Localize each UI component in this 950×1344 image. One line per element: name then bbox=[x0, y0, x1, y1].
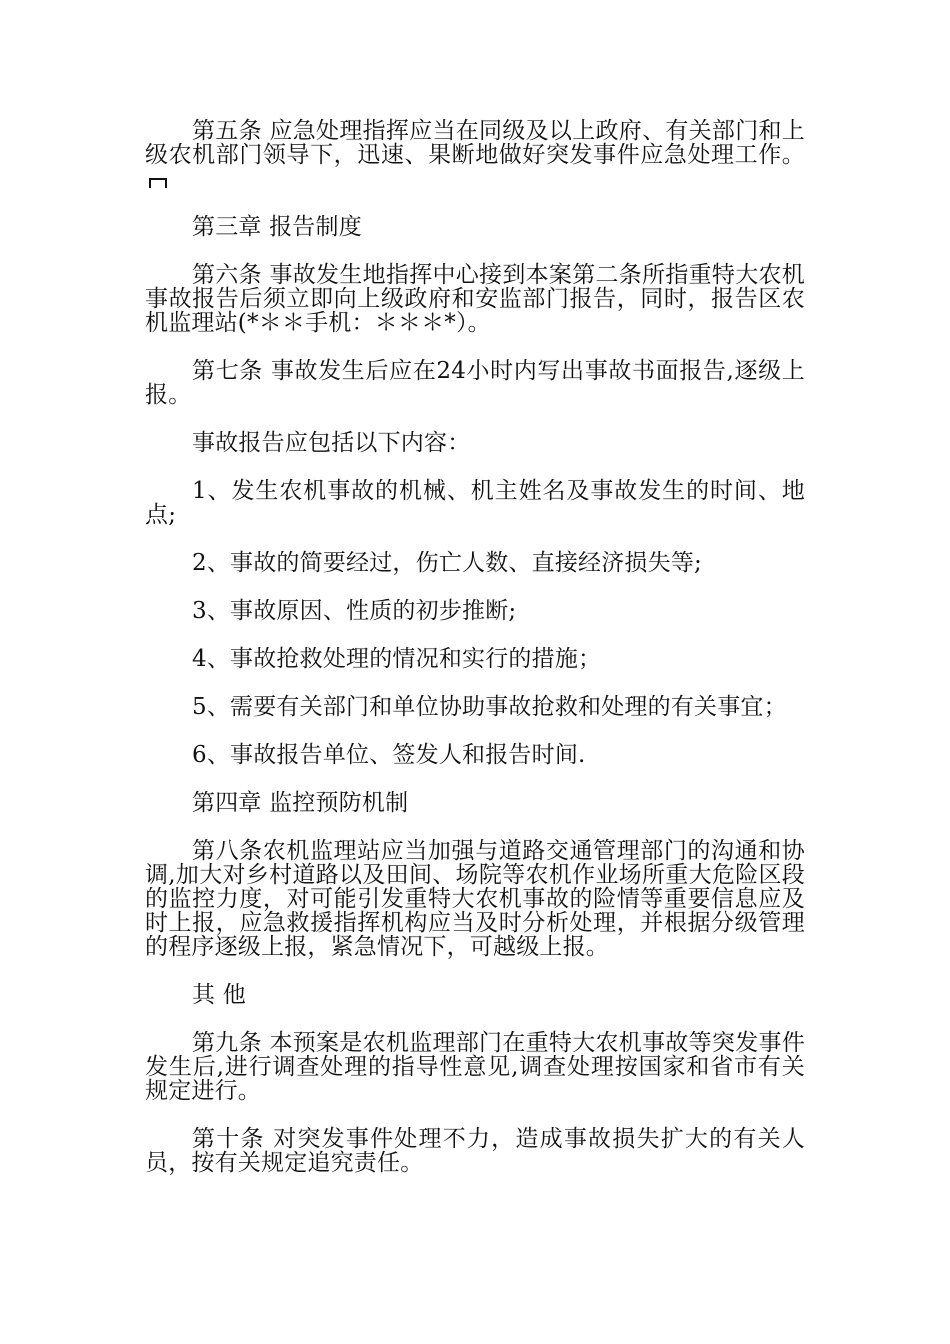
article-7: 第七条 事故发生后应在24小时内写出事故书面报告,逐级上报。 bbox=[145, 358, 805, 408]
report-item-1: 1、发生农机事故的机械、机主姓名及事故发生的时间、地点; bbox=[145, 478, 805, 528]
article-8: 第八条农机监理站应当加强与道路交通管理部门的沟通和协调,加大对乡村道路以及田间、场院等农机作业场所重大危险区段的监控力度，对可能引发重特大农机事故的险情等重要信息应及时上报，应急救援指挥机构应当及时分析处理，并根据分级管理的程序逐级上报，紧急情况下，可越级上报。 bbox=[145, 838, 805, 960]
article-10: 第十条 对突发事件处理不力，造成事故损失扩大的有关人员，按有关规定追究责任。 bbox=[145, 1126, 805, 1176]
other-heading: 其 他 bbox=[192, 982, 246, 1008]
chapter-4-heading: 第四章 监控预防机制 bbox=[192, 790, 409, 816]
report-item-4: 4、事故抢救处理的情况和实行的措施； bbox=[192, 646, 602, 672]
annotation-mark bbox=[149, 178, 167, 188]
report-item-5: 5、需要有关部门和单位协助事故抢救和处理的有关事宜； bbox=[192, 694, 787, 720]
report-contents-intro: 事故报告应包括以下内容： bbox=[192, 430, 471, 456]
article-5 bbox=[145, 119, 805, 191]
document-body bbox=[145, 119, 805, 1199]
report-item-3: 3、事故原因、性质的初步推断; bbox=[192, 598, 517, 624]
article-6: 第六条 事故发生地指挥中心接到本案第二条所指重特大农机事故报告后须立即向上级政府和安监部门报告，同时，报告区农机监理站(*＊＊手机：＊＊＊*）。 bbox=[145, 262, 805, 336]
chapter-3-heading: 第三章 报告制度 bbox=[192, 214, 362, 240]
report-item-2: 2、事故的简要经过，伤亡人数、直接经济损失等; bbox=[192, 550, 702, 576]
article-5-text: 第五条 应急处理指挥应当在同级及以上政府、有关部门和上级农机部门领导下，迅速、果断地做好突发事件应急处理工作。 bbox=[145, 118, 805, 168]
article-9: 第九条 本预案是农机监理部门在重特大农机事故等突发事件发生后,进行调查处理的指导性意见,调查处理按国家和省市有关规定进行。 bbox=[145, 1030, 805, 1104]
report-item-6: 6、事故报告单位、签发人和报告时间. bbox=[192, 742, 586, 768]
